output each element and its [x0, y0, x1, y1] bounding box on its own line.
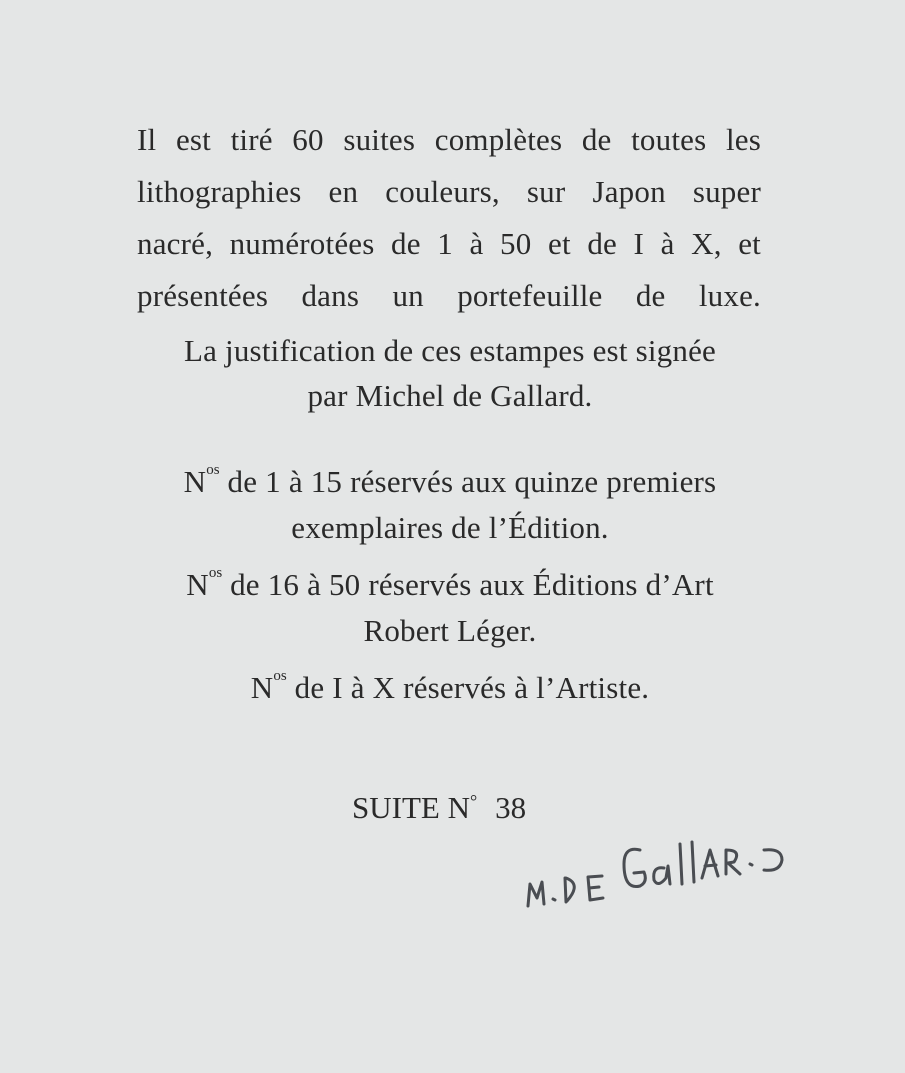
numbers-abbreviation-superscript: os	[273, 668, 287, 684]
handwritten-signature	[520, 820, 820, 920]
numbers-abbreviation: N	[250, 670, 274, 705]
description-line-1: Il est tiré 60 suites complètes de toutes les	[137, 122, 761, 157]
signature-statement	[110, 335, 790, 425]
reservation-3-line-1	[110, 668, 790, 705]
reservation-2-line-1	[110, 565, 790, 615]
description-line-4: présentées dans un portefeuille de luxe.	[137, 278, 761, 313]
description-line-2: lithographies en couleurs, sur Japon super	[137, 174, 761, 209]
degree-sign: °	[469, 791, 478, 811]
reservation-3-text: de I à X réservés à l’Artiste.	[286, 670, 650, 705]
reservation-artist	[110, 668, 790, 705]
reservation-editions-art	[110, 565, 790, 661]
suite-number: 38	[495, 790, 527, 825]
numbers-abbreviation: N	[186, 567, 209, 602]
suite-label: SUITE N	[352, 790, 470, 825]
numbers-abbreviation-superscript: os	[208, 565, 223, 581]
reservation-2-text: de 16 à 50 réservés aux Éditions d’Art	[222, 567, 714, 602]
numbers-abbreviation: N	[183, 464, 207, 499]
reservation-1-text: de 1 à 15 réservés aux quinze premiers	[219, 464, 717, 499]
reservation-1-line-2: exemplaires de l’Édition.	[291, 510, 609, 545]
reservation-2-line-2: Robert Léger.	[363, 613, 537, 648]
reservation-first-fifteen	[110, 462, 790, 558]
suite-number-line	[352, 792, 526, 823]
description-line-3: nacré, numérotées de 1 à 50 et de I à X, et	[137, 226, 761, 261]
statement-line-1: La justification de ces estampes est signée	[184, 333, 716, 368]
statement-line-2: par Michel de Gallard.	[307, 378, 593, 413]
edition-description	[137, 124, 761, 332]
numbers-abbreviation-superscript: os	[206, 462, 220, 478]
reservation-1-line-1	[110, 462, 790, 512]
